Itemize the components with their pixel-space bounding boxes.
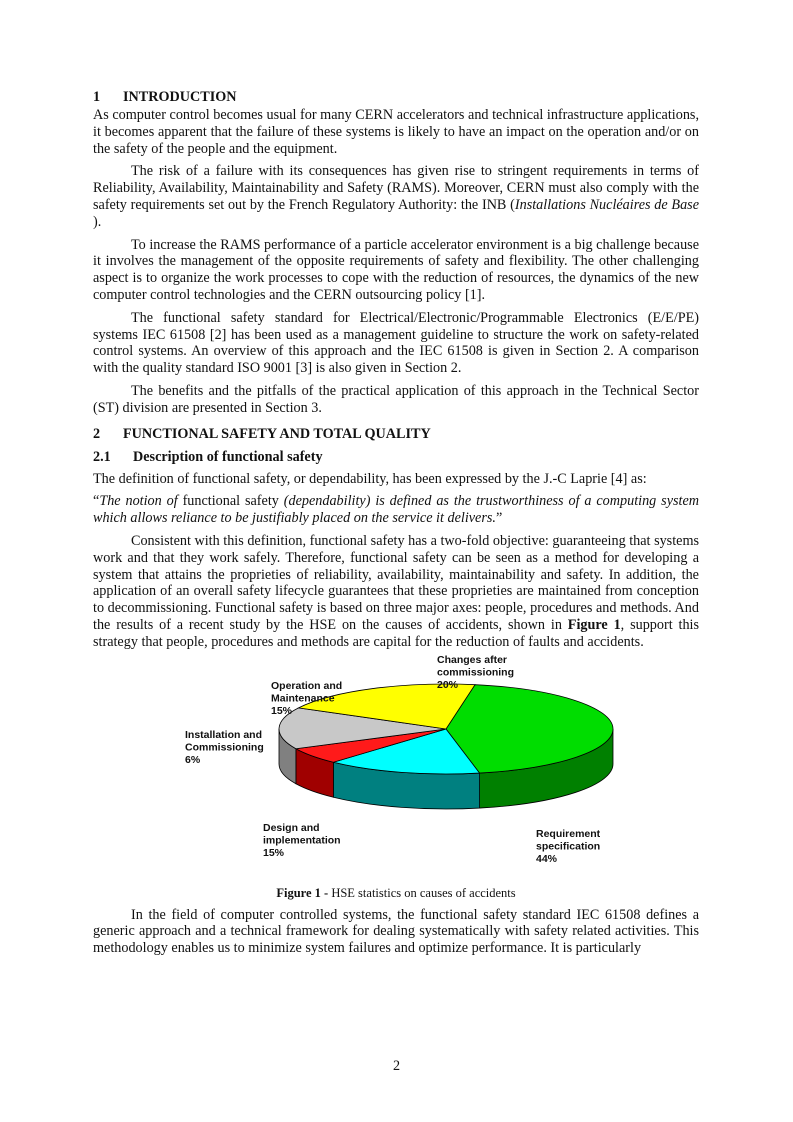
- figure-reference: Figure 1: [567, 616, 621, 633]
- pie-slice-label: Design and implementation 15%: [263, 821, 341, 859]
- section-title: INTRODUCTION: [123, 89, 237, 105]
- inb-italic: Installations Nucléaires de Base: [514, 196, 700, 213]
- page-body: [93, 88, 699, 957]
- paragraph: Consistent with this definition, functional safety has a two-fold objective: guaranteeing that systems work and that they work safely. Therefore, functional safety can be seen as a method for developing a system that attains the proprieties of reliability, availability, maintainability and safety. In addition, the application of an overall safety lifecycle guarantees that these proprieties are maintained from conception to decommissioning. Functional safety is based on three major axes: people, procedures and methods. And the results of a recent study by the HSE on the causes of accidents, shown in Figure 1, support this strategy that people, procedures and methods are capital for the reduction of faults and accidents.: [93, 532, 700, 650]
- pie-slice-label: Changes after commissioning 20%: [437, 653, 515, 691]
- pie-slice-label: Requirement specification 44%: [536, 827, 601, 865]
- pie-chart: [93, 651, 699, 883]
- section-2-heading: [93, 425, 699, 444]
- section-1-heading: [93, 88, 699, 107]
- paragraph: In the field of computer controlled systems, the functional safety standard IEC 61508 defines a generic approach and a technical framework for dealing systematically with safety related activities. This methodology enables us to minimize system failures and optimize performance. It is particularly: [93, 906, 699, 957]
- section-title: FUNCTIONAL SAFETY AND TOTAL QUALITY: [123, 425, 431, 442]
- subsection-number: 2.1: [93, 448, 111, 465]
- pie-slice-label: Operation and Maintenance 15%: [271, 679, 343, 717]
- pie-slice-label: Installation and Commissioning 6%: [185, 728, 264, 766]
- section-number: 2: [93, 425, 101, 442]
- paragraph: The risk of a failure with its consequences has given rise to stringent requirements in terms of Reliability, Availability, Maintainability and Safety (RAMS). Moreover, CERN must also comply with the safety requirements set out by the French Regulatory Authority: the INB (Installations Nucléaires de Base ).: [93, 163, 700, 230]
- paragraph: To increase the RAMS performance of a particle accelerator environment is a big challenge because it involves the management of the opposite requirements of safety and flexibility. The other challenging aspect is to organize the work processes to cope with the reduction of resources, the dynamics of the new computer control technologies and the CERN outsourcing policy [1].: [93, 236, 699, 303]
- definition-quote: “The notion of functional safety (dependability) is defined as the trustworthiness of a computing system which allows reliance to be justifiably placed on the service it delivers.”: [93, 493, 699, 527]
- figure-1: [93, 651, 699, 883]
- page-number: 2: [392, 1058, 401, 1074]
- paragraph: The functional safety standard for Electrical/Electronic/Programmable Electronics (E/E/PE) systems IEC 61508 [2] has been used as a management guideline to structure the work on safety-related control systems. An overview of this approach and the IEC 61508 is given in Section 2. A comparison with the quality standard ISO 9001 [3] is also given in Section 2.: [93, 309, 699, 377]
- paragraph: As computer control becomes usual for many CERN accelerators and technical infrastructure applications, it becomes apparent that the failure of these systems is likely to have an impact on the operation and/or on the safety of the people and the equipment.: [93, 107, 699, 157]
- subsection-2-1-heading: [93, 448, 699, 467]
- subsection-title: Description of functional safety: [133, 448, 323, 465]
- figure-caption: Figure 1 - HSE statistics on causes of accidents: [276, 885, 516, 900]
- paragraph: The benefits and the pitfalls of the practical application of this approach in the Technical Sector (ST) division are presented in Section 3.: [93, 382, 699, 416]
- paragraph: The definition of functional safety, or dependability, has been expressed by the J.-C Laprie [4] as:: [93, 470, 647, 487]
- section-number: 1: [93, 89, 101, 105]
